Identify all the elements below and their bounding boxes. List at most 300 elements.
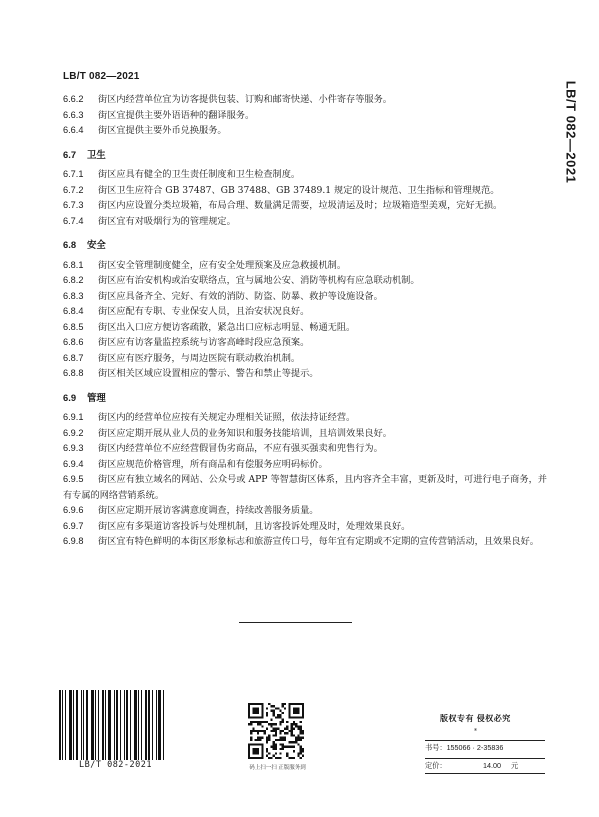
qr-module (291, 725, 293, 727)
qr-module (279, 732, 281, 734)
side-code-text: LB/T 082—2021 (563, 80, 579, 184)
qr-module (270, 719, 272, 721)
qr-module (273, 755, 275, 757)
qr-module (266, 712, 268, 714)
section-number: 6.7 (63, 148, 77, 160)
qr-module (250, 739, 252, 741)
price-unit: 元 (511, 761, 519, 770)
qr-module (293, 728, 295, 730)
clause-text: 街区内经营单位不应经营假冒伪劣商品，不应有强买强卖和兜售行为。 (98, 443, 383, 454)
qr-module (257, 739, 259, 741)
clause (63, 273, 547, 289)
clause-number: 6.9.2 (63, 427, 84, 438)
qr-module (284, 707, 286, 709)
qr-module (266, 707, 268, 709)
price-label: 定价： (425, 761, 447, 770)
qr-module (295, 741, 297, 743)
qr-module (270, 705, 272, 707)
clause-text: 街区应规范价格管理，所有商品和有偿服务应明码标价。 (98, 458, 328, 470)
price-row (425, 758, 545, 774)
qr-module (279, 710, 281, 712)
qr-module (300, 752, 302, 754)
clause-number: 6.8.6 (63, 337, 84, 347)
qr-module (282, 746, 284, 748)
qr-module (275, 743, 277, 745)
qr-module (255, 730, 257, 732)
section-heading (63, 390, 547, 406)
barcode-bar (91, 690, 94, 760)
qr-module (266, 737, 268, 739)
qr-module (291, 741, 293, 743)
qr-module (255, 739, 257, 741)
side-document-code (558, 72, 584, 192)
qr-module (273, 712, 275, 714)
qr-module (279, 716, 281, 718)
qr-module (266, 728, 268, 730)
qr-module (293, 707, 300, 714)
barcode-bar (158, 690, 161, 760)
qr-module (293, 750, 295, 752)
qr-module (279, 743, 281, 745)
clause-number: 6.9.4 (63, 458, 84, 469)
qr-module (270, 723, 272, 725)
clause (63, 366, 547, 382)
qr-module (259, 721, 261, 723)
star-mark: * (474, 728, 477, 735)
clause (63, 426, 547, 442)
clause (63, 503, 547, 519)
clause-text: 街区宜有对吸烟行为的管理规定。 (98, 215, 236, 227)
qr-module (293, 757, 295, 759)
clause (63, 183, 547, 199)
clause-text: 街区应有多渠道访客投诉与处理机制，且访客投诉处理及时，处理效果良好。 (98, 520, 411, 532)
qr-module (295, 737, 297, 739)
barcode-bar (130, 690, 131, 760)
barcode-bar (148, 690, 150, 760)
barcode-bar (114, 690, 115, 760)
qr-module (297, 752, 299, 754)
qr-module (266, 741, 268, 743)
qr-module (295, 723, 297, 725)
clause-number: 6.9.8 (63, 536, 84, 546)
clause (63, 441, 547, 457)
clause-number: 6.8.8 (63, 368, 84, 378)
qr-module (286, 746, 288, 748)
barcode-bar (108, 690, 111, 760)
book-number: 书号：155066 · 2-35836 (425, 740, 545, 753)
qr-module (279, 730, 281, 732)
qr-module (302, 732, 304, 734)
barcode-bar (134, 690, 137, 760)
qr-module (270, 746, 272, 748)
qr-module (300, 725, 302, 727)
qr-module (270, 710, 272, 712)
copyright-notice: 版权专有 侵权必究 (440, 714, 511, 723)
qr-module (282, 719, 284, 721)
qr-module (286, 728, 288, 730)
clause-text: 街区相关区域应设置相应的警示、警告和禁止等提示。 (98, 368, 319, 379)
qr-module (252, 728, 254, 730)
qr-module (261, 721, 263, 723)
qr-module (270, 730, 272, 732)
qr-module (288, 730, 290, 732)
qr-module (252, 707, 259, 714)
qr-module (275, 707, 277, 709)
qr-module (275, 746, 277, 748)
clause-number: 6.6.4 (63, 125, 84, 135)
clause-number: 6.8.3 (63, 290, 84, 301)
qr-module (293, 723, 295, 725)
qr-module (257, 721, 259, 723)
section-number: 6.9 (63, 391, 77, 403)
qr-module (268, 737, 270, 739)
qr-module (259, 737, 261, 739)
qr-module (300, 730, 302, 732)
qr-module (300, 737, 302, 739)
clause-number: 6.7.1 (63, 169, 84, 179)
qr-module (300, 728, 302, 730)
section-heading (63, 237, 547, 253)
qr-module (284, 728, 286, 730)
clause-number: 6.7.2 (63, 184, 84, 195)
qr-module (270, 725, 272, 727)
qr-module (297, 737, 299, 739)
qr-module (302, 737, 304, 739)
clause-text: 街区应定期开展访客满意度调查，持续改善服务质量。 (98, 505, 319, 516)
qr-module (266, 748, 268, 750)
qr-module (282, 712, 284, 714)
qr-module (277, 728, 279, 730)
qr-module (250, 730, 252, 732)
barcode-bar (81, 690, 82, 760)
qr-module (264, 732, 266, 734)
qr-module (300, 748, 302, 750)
qr-module (250, 723, 252, 725)
qr-module (266, 721, 268, 723)
document-body (63, 92, 547, 550)
clause (63, 123, 547, 139)
barcode-bar (76, 690, 78, 760)
qr-module (279, 739, 281, 741)
qr-module (302, 755, 304, 757)
clause (63, 472, 547, 503)
qr-module (275, 732, 277, 734)
qr-module (250, 737, 252, 739)
clause (63, 304, 547, 320)
clause-text: 街区应定期开展从业人员的业务知识和服务技能培训，且培训效果良好。 (98, 427, 392, 439)
qr-module (302, 750, 304, 752)
qr-module (275, 734, 277, 736)
qr-module (282, 721, 284, 723)
qr-module (275, 716, 277, 718)
clause (63, 410, 547, 426)
section-number: 6.8 (63, 239, 77, 250)
qr-module (268, 734, 270, 736)
qr-module (284, 737, 286, 739)
qr-module (275, 748, 277, 750)
qr-module (273, 728, 275, 730)
barcode-bar (105, 690, 106, 760)
qr-module (257, 723, 259, 725)
clause (63, 108, 547, 124)
clause-number: 6.8.2 (63, 275, 84, 285)
barcode-bar (62, 690, 63, 760)
qr-module (293, 746, 295, 748)
qr-module (282, 705, 284, 707)
qr-module (261, 737, 263, 739)
barcode-bar (141, 690, 142, 760)
clause (63, 320, 547, 336)
qr-module (266, 739, 268, 741)
clause-number: 6.9.7 (63, 520, 84, 531)
qr-module (268, 752, 270, 754)
qr-module (297, 734, 299, 736)
barcode-bar (83, 690, 84, 760)
clause (63, 519, 547, 535)
clause-number: 6.7.3 (63, 200, 84, 210)
barcode-bar (73, 690, 74, 760)
qr-module (275, 730, 277, 732)
qr-module (302, 748, 304, 750)
qr-module (297, 725, 299, 727)
qr-module (273, 734, 275, 736)
clause (63, 258, 547, 274)
qr-module (264, 730, 266, 732)
section-title: 管理 (87, 391, 106, 403)
qr-module (268, 723, 270, 725)
clause (63, 351, 547, 367)
qr-module (275, 728, 277, 730)
clause-text: 街区安全管理制度健全，应有安全处理预案及应急救援机制。 (98, 259, 347, 271)
qr-module (300, 739, 302, 741)
section-title: 卫生 (87, 148, 106, 160)
qr-module (282, 703, 284, 705)
qr-module (284, 746, 286, 748)
barcode-bar (124, 690, 125, 760)
qr-module (284, 739, 286, 741)
qr-module (275, 723, 277, 725)
qr-module (284, 732, 286, 734)
qr-module (273, 710, 275, 712)
qr-module (293, 721, 295, 723)
clause-number: 6.7.4 (63, 215, 84, 226)
qr-module (257, 730, 259, 732)
barcode-bar (163, 690, 164, 760)
qr-module (286, 755, 288, 757)
clause-number: 6.9.1 (63, 412, 84, 422)
qr-module (293, 734, 295, 736)
qr-module (297, 755, 299, 757)
qr-module (279, 721, 281, 723)
qr-module (286, 752, 288, 754)
qr-module (277, 716, 279, 718)
qr-module (266, 714, 268, 716)
qr-module (297, 739, 299, 741)
clause (63, 92, 547, 108)
qr-module (268, 739, 270, 741)
qr-module (250, 721, 252, 723)
qr-module (300, 732, 302, 734)
clause-number: 6.9.3 (63, 443, 84, 453)
clause-text: 街区应有独立域名的网站、公众号或 APP 等智慧街区体系，且内容齐全丰富，更新及时，可进行电子商务，并有专属的网络营销系统。 (63, 474, 547, 501)
qr-module (266, 750, 268, 752)
qr-module (259, 730, 261, 732)
end-rule (239, 622, 352, 623)
qr-module (288, 757, 290, 759)
clause-text: 街区应有访客量监控系统与访客高峰时段应急预案。 (98, 337, 310, 348)
barcode-bar (98, 690, 99, 760)
qr-module (255, 721, 257, 723)
clause-text: 街区宜提供主要外币兑换服务。 (98, 125, 227, 136)
clause (63, 335, 547, 351)
clause-number: 6.8.1 (63, 259, 84, 270)
barcode-bar (116, 690, 118, 760)
qr-module (279, 748, 281, 750)
clause-number: 6.9.6 (63, 505, 84, 515)
qr-module (297, 728, 299, 730)
qr-module (261, 730, 263, 732)
qr-module (291, 746, 293, 748)
clause (63, 214, 547, 230)
qr-module (275, 739, 277, 741)
qr-module (282, 730, 284, 732)
clause-text: 街区应配有专职、专业保安人员，且治安状况良好。 (98, 306, 310, 317)
qr-module (259, 739, 261, 741)
qr-module (300, 757, 302, 759)
qr-module (277, 757, 279, 759)
qr-code[interactable] (248, 703, 304, 759)
qr-module (273, 743, 275, 745)
clause (63, 198, 547, 214)
clause (63, 167, 547, 183)
qr-module (250, 732, 252, 734)
barcode-label: LB/T 082-2021 (78, 760, 153, 770)
qr-module (288, 746, 290, 748)
qr-module (291, 734, 293, 736)
clause (63, 534, 547, 550)
barcode-bar (145, 690, 147, 760)
qr-module (273, 723, 275, 725)
qr-module (291, 728, 293, 730)
qr-module (257, 737, 259, 739)
qr-module (277, 714, 279, 716)
qr-module (282, 748, 284, 750)
qr-module (291, 757, 293, 759)
qr-module (282, 743, 284, 745)
barcode-bar (120, 690, 121, 760)
clause-number: 6.6.3 (63, 109, 84, 120)
clause-text: 街区宜提供主要外语语种的翻译服务。 (98, 109, 255, 121)
qr-module (291, 730, 293, 732)
qr-module (273, 705, 275, 707)
qr-module (261, 725, 263, 727)
clause-number: 6.8.5 (63, 321, 84, 332)
barcode-bar (156, 690, 157, 760)
clause-number: 6.6.2 (63, 94, 84, 104)
barcode-bar (69, 690, 72, 760)
clause-text: 街区内经营单位宜为访客提供包装、订购和邮寄快递、小件寄存等服务。 (98, 94, 392, 105)
qr-module (252, 748, 259, 755)
barcode-bar (102, 690, 104, 760)
clause-text: 街区宜有特色鲜明的本街区形象标志和旅游宣传口号，每年宜有定期或不定期的宣传营销活动，且效果良好。 (98, 536, 539, 547)
price-value: 14.00 (483, 761, 501, 770)
barcode-bar (65, 690, 66, 760)
qr-module (268, 703, 270, 705)
qr-module (273, 730, 275, 732)
qr-caption: 码上扫一扫 正版服务到 (249, 765, 306, 771)
barcode-bar (86, 690, 88, 760)
clause-text: 街区应有医疗服务，与周边医院有联动救治机制。 (98, 352, 301, 364)
qr-module (268, 757, 270, 759)
qr-module (293, 741, 295, 743)
barcode-bar (138, 690, 139, 760)
qr-module (275, 757, 277, 759)
qr-module (273, 748, 275, 750)
qr-module (264, 721, 266, 723)
qr-module (275, 752, 277, 754)
qr-module (252, 721, 254, 723)
qr-module (291, 732, 293, 734)
qr-module (257, 732, 259, 734)
clause (63, 457, 547, 473)
qr-module (277, 707, 279, 709)
qr-module (282, 739, 284, 741)
qr-module (248, 723, 250, 725)
qr-module (279, 752, 281, 754)
qr-module (297, 743, 299, 745)
clause-number: 6.8.4 (63, 306, 84, 316)
qr-module (277, 739, 279, 741)
qr-module (282, 737, 284, 739)
clause-number: 6.8.7 (63, 352, 84, 363)
qr-module (291, 723, 293, 725)
qr-module (288, 741, 290, 743)
clause-text: 街区内的经营单位应按有关规定办理相关证照，依法持证经营。 (98, 412, 356, 423)
qr-module (295, 739, 297, 741)
clause-text: 街区应具备齐全、完好、有效的消防、防盗、防暴、救护等设施设备。 (98, 290, 383, 302)
barcode (59, 690, 172, 760)
qr-module (279, 723, 281, 725)
qr-module (302, 730, 304, 732)
qr-module (286, 721, 288, 723)
qr-module (270, 757, 272, 759)
qr-module (286, 725, 288, 727)
qr-module (273, 714, 275, 716)
qr-module (252, 730, 254, 732)
qr-module (273, 746, 275, 748)
qr-module (279, 757, 281, 759)
qr-module (300, 721, 302, 723)
qr-module (266, 755, 268, 757)
barcode-bar (126, 690, 128, 760)
qr-module (259, 723, 261, 725)
qr-module (300, 750, 302, 752)
qr-module (284, 703, 286, 705)
barcode-bar (152, 690, 153, 760)
clause-number: 6.9.5 (63, 474, 84, 484)
qr-module (279, 737, 281, 739)
qr-module (279, 714, 281, 716)
clause (63, 289, 547, 305)
qr-module (300, 746, 302, 748)
section-title: 安全 (87, 239, 106, 250)
qr-module (273, 741, 275, 743)
clause-text: 街区应具有健全的卫生责任制度和卫生检查制度。 (98, 169, 301, 180)
barcode-bar (95, 690, 96, 760)
qr-module (286, 732, 288, 734)
clause-text: 街区出入口应方便访客疏散，紧急出口应标志明显、畅通无阻。 (98, 321, 356, 333)
clause-text: 街区内应设置分类垃圾箱，布局合理、数量满足需要，垃圾清运及时；垃圾箱造型美观，完好无损。 (98, 200, 503, 211)
